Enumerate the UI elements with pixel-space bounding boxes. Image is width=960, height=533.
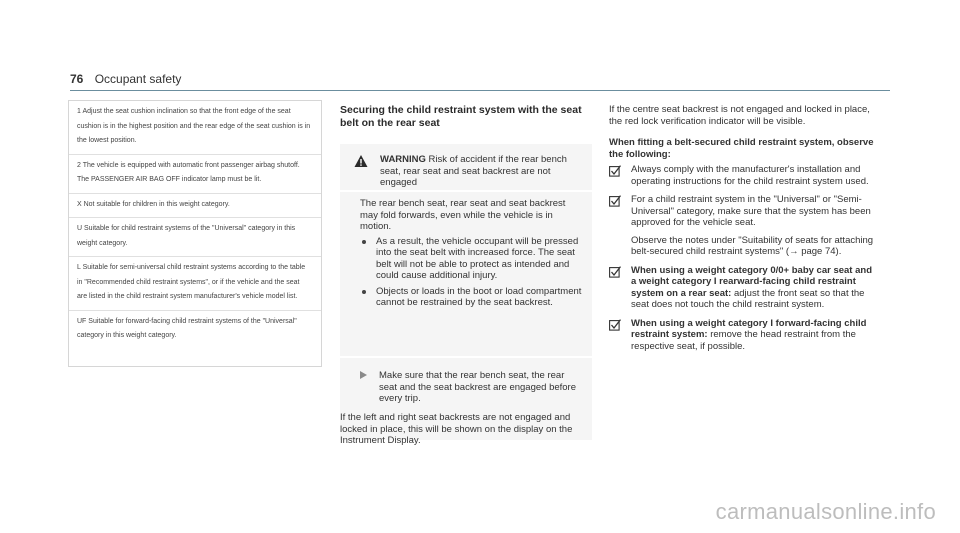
instructions-heading: When fitting a belt-secured child restraint system, observe the following: xyxy=(609,137,874,160)
column-right xyxy=(609,104,875,352)
checklist-bold: When using a weight category I forward-facing child restraint system: xyxy=(631,317,867,340)
warning-body xyxy=(360,198,582,313)
note-item: U Suitable for child restraint systems of the "Universal" category in this weight category. xyxy=(69,218,321,257)
warning-divider xyxy=(340,190,592,192)
note-item: X Not suitable for children in this weight category. xyxy=(69,194,321,219)
note-item: 1 Adjust the seat cushion inclination so that the front edge of the seat cushion is in the highest position and the rear edge of the seat cushion is in the lowest position. xyxy=(69,101,321,155)
play-arrow-icon xyxy=(360,371,367,379)
warning-box xyxy=(340,144,592,440)
page-header xyxy=(70,72,181,86)
section-title: Occupant safety xyxy=(94,72,182,86)
checklist-item xyxy=(609,318,875,353)
warning-text: The rear bench seat, rear seat and seat backrest may fold forwards, even while the vehicle is in motion. xyxy=(360,198,566,232)
checklist-text: Always comply with the manufacturer's installation and operating instructions for the child restraint system used. xyxy=(631,164,869,187)
after-warning-text: If the left and right seat backrests are not engaged and locked in place, this will be shown on the display on the Instrument Display. xyxy=(340,412,573,446)
note-item: L Suitable for semi-universal child restraint systems according to the table in "Recommended child restraint systems", or if the vehicle and the seat are listed in the child restraint system manufacturer's vehicle model list. xyxy=(69,257,321,311)
checkbox-checked-icon xyxy=(609,319,621,331)
list-item xyxy=(360,286,582,309)
note-item: UF Suitable for forward-facing child restraint systems of the "Universal" category in this weight category. xyxy=(77,317,297,339)
notes-box xyxy=(68,100,322,367)
checkbox-checked-icon xyxy=(609,165,621,177)
checklist-bold: When using a weight category 0/0+ baby car seat and a weight category I rearward-facing child restraint system on a rear seat: xyxy=(631,264,873,299)
checklist-subtext: Observe the notes under "Suitability of seats for attaching belt-secured child restraint systems" (→ page 74). xyxy=(631,234,874,257)
intro-text: If the centre seat backrest is not engaged and locked in place, the red lock verification indicator will be visible. xyxy=(609,104,870,127)
header-divider xyxy=(70,90,890,91)
note-item: 2 The vehicle is equipped with automatic front passenger airbag shutoff. The PASSENGER AIR BAG OFF indicator lamp must be lit. xyxy=(69,155,321,194)
column-middle xyxy=(340,104,592,440)
checkbox-checked-icon xyxy=(609,266,621,278)
warning-triangle-icon xyxy=(354,154,368,168)
warning-divider xyxy=(340,356,592,358)
bullet-icon xyxy=(362,290,366,294)
checklist-text: adjust the front seat so that the seat does not touch the child restraint system. xyxy=(631,287,865,310)
bullet-text: Objects or loads in the boot or load compartment cannot be restrained by the seat backrest. xyxy=(376,285,582,308)
action-text: Make sure that the rear bench seat, the rear seat and the seat backrest are engaged before every trip. xyxy=(379,370,576,404)
bullet-icon xyxy=(362,240,366,244)
warning-label: WARNING xyxy=(380,154,426,165)
checklist-item xyxy=(609,164,875,187)
watermark: carmanualsonline.info xyxy=(715,499,936,524)
bullet-text: As a result, the vehicle occupant will be pressed into the seat belt with increased force. The seat belt will not be able to protect as intended and could cause additional injury. xyxy=(376,235,579,281)
checklist-text: remove the head restraint from the respective seat, if possible. xyxy=(631,329,856,352)
page-number: 76 xyxy=(70,72,84,86)
checklist-item xyxy=(609,194,875,258)
warning-header xyxy=(352,154,582,189)
checklist-text: For a child restraint system in the "Universal" or "Semi-Universal" category, make sure that the system has been approved for the vehicle seat. xyxy=(631,194,871,228)
checkbox-checked-icon xyxy=(609,195,621,207)
warning-action xyxy=(360,370,582,405)
section-heading: Securing the child restraint system with the seat belt on the rear seat xyxy=(340,104,582,129)
checklist-item xyxy=(609,265,875,311)
warning-title: Risk of accident if the rear bench seat, rear seat and seat backrest are not engaged xyxy=(380,154,567,188)
warning-bullets xyxy=(360,236,582,309)
list-item xyxy=(360,236,582,282)
